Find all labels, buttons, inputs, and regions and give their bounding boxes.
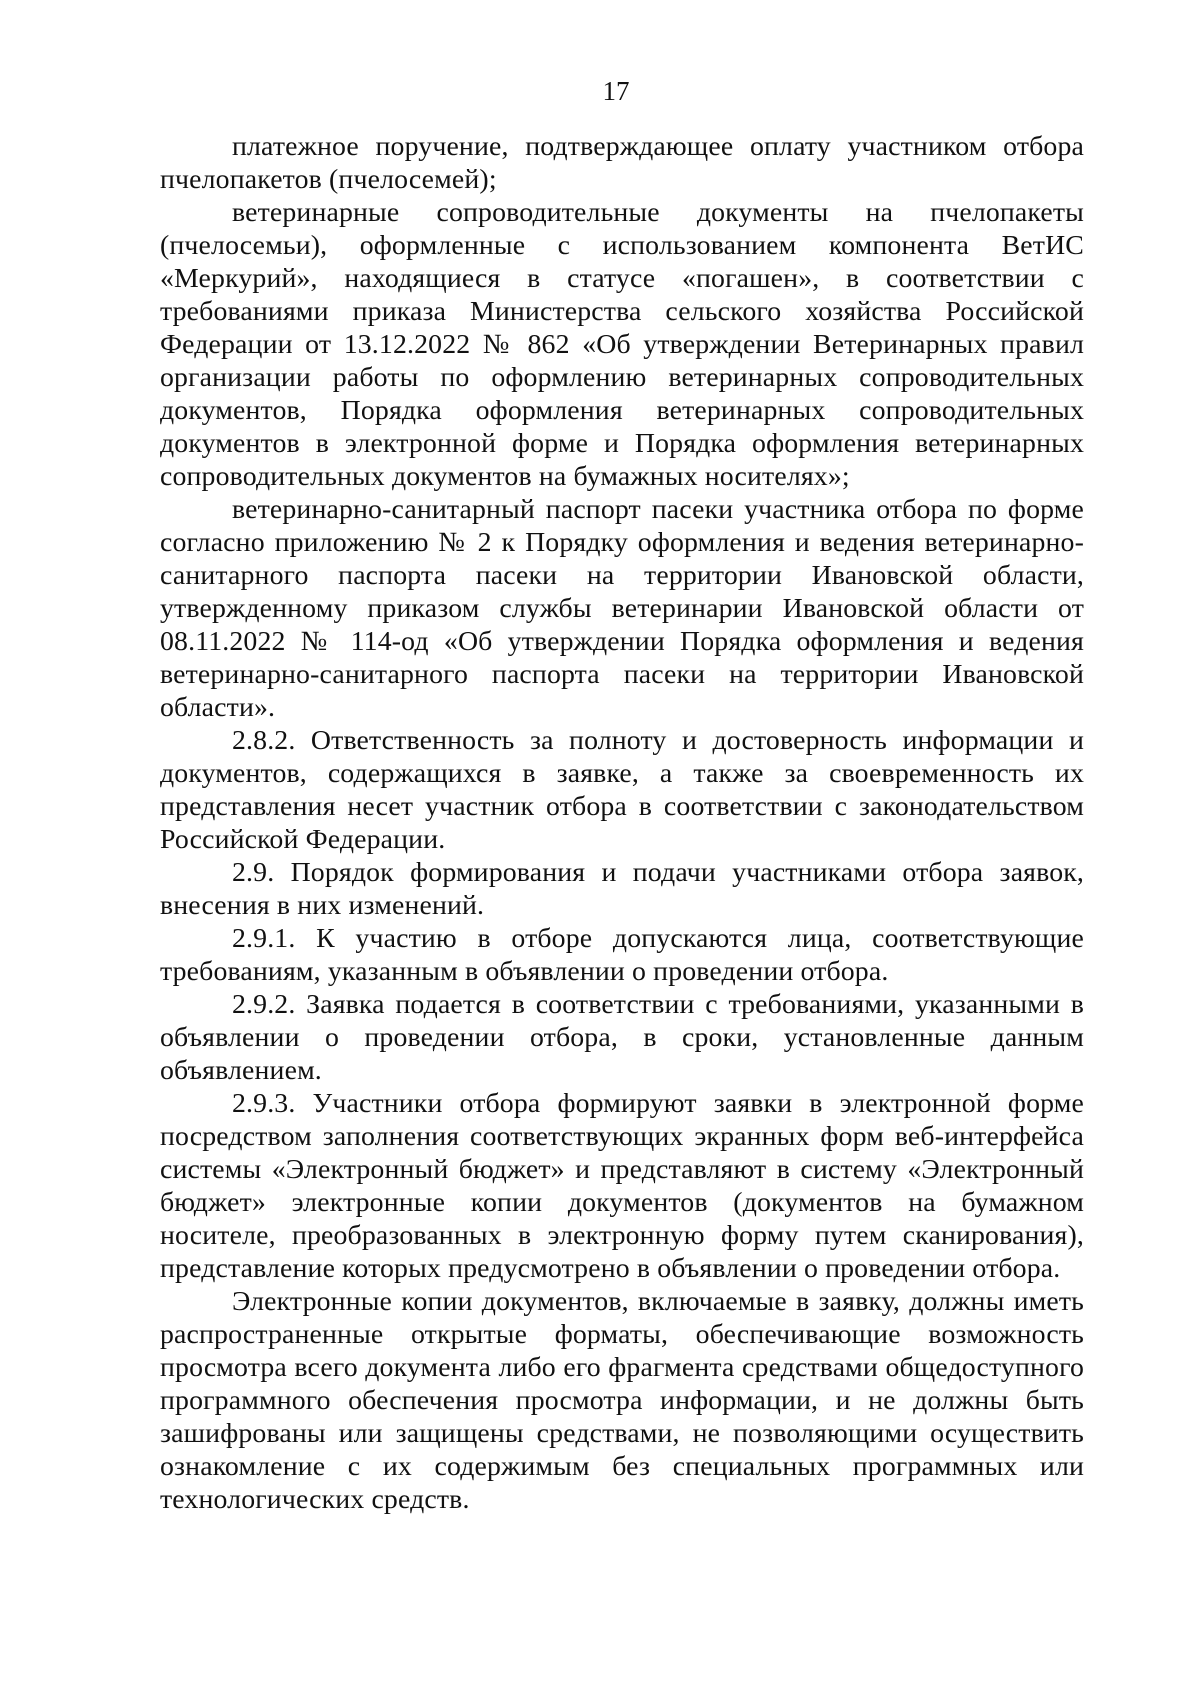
- page-number: 17: [602, 76, 630, 106]
- paragraph-electronic-copies: Электронные копии документов, включаемые в заявку, должны иметь распространенные открытые форматы, обеспечивающие возможность просмотра всего документа либо его фрагмента средствами общедоступного программного обеспечения просмотра информации, и не должны быть зашифрованы или защищены средствами, не позволяющими осуществить ознакомление с их содержимым без специальных программных или технологических средств.: [160, 1286, 1084, 1515]
- paragraph-2-9-1: 2.9.1. К участию в отборе допускаются лица, соответствующие требованиям, указанным в объявлении о проведении отбора.: [160, 923, 1084, 987]
- paragraph-veterinary-documents: ветеринарные сопроводительные документы на пчелопакеты (пчелосемьи), оформленные с использованием компонента ВетИС «Меркурий», находящиеся в статусе «погашен», в соответствии с требованиями приказа Министерства сельского хозяйства Российской Федерации от 13.12.2022 № 862 «Об утверждении Ветеринарных правил организации работы по оформлению ветеринарных сопроводительных документов, Порядка оформления ветеринарных сопроводительных документов в электронной форме и Порядка оформления ветеринарных сопроводительных документов на бумажных носителях»;: [160, 197, 1084, 492]
- paragraph-apiary-passport: ветеринарно-санитарный паспорт пасеки участника отбора по форме согласно приложению № 2 к Порядку оформления и ведения ветеринарно-санитарного паспорта пасеки на территории Ивановской области, утвержденному приказом службы ветеринарии Ивановской области от 08.11.2022 № 114-од «Об утверждении Порядка оформления и ведения ветеринарно-санитарного паспорта пасеки на территории Ивановской области».: [160, 494, 1084, 723]
- paragraph-2-9-2: 2.9.2. Заявка подается в соответствии с требованиями, указанными в объявлении о проведении отбора, в сроки, установленные данным объявлением.: [160, 989, 1084, 1086]
- document-body: [160, 130, 1084, 1516]
- paragraph-2-8-2: 2.8.2. Ответственность за полноту и достоверность информации и документов, содержащихся в заявке, а также за своевременность их представления несет участник отбора в соответствии с законодательством Российской Федерации.: [160, 725, 1084, 855]
- paragraph-2-9-3: 2.9.3. Участники отбора формируют заявки в электронной форме посредством заполнения соответствующих экранных форм веб-интерфейса системы «Электронный бюджет» и представляют в систему «Электронный бюджет» электронные копии документов (документов на бумажном носителе, преобразованных в электронную форму путем сканирования), представление которых предусмотрено в объявлении о проведении отбора.: [160, 1088, 1084, 1284]
- paragraph-2-9: 2.9. Порядок формирования и подачи участниками отбора заявок, внесения в них изменений.: [160, 857, 1084, 921]
- paragraph-payment-order: платежное поручение, подтверждающее оплату участником отбора пчелопакетов (пчелосемей);: [160, 131, 1084, 195]
